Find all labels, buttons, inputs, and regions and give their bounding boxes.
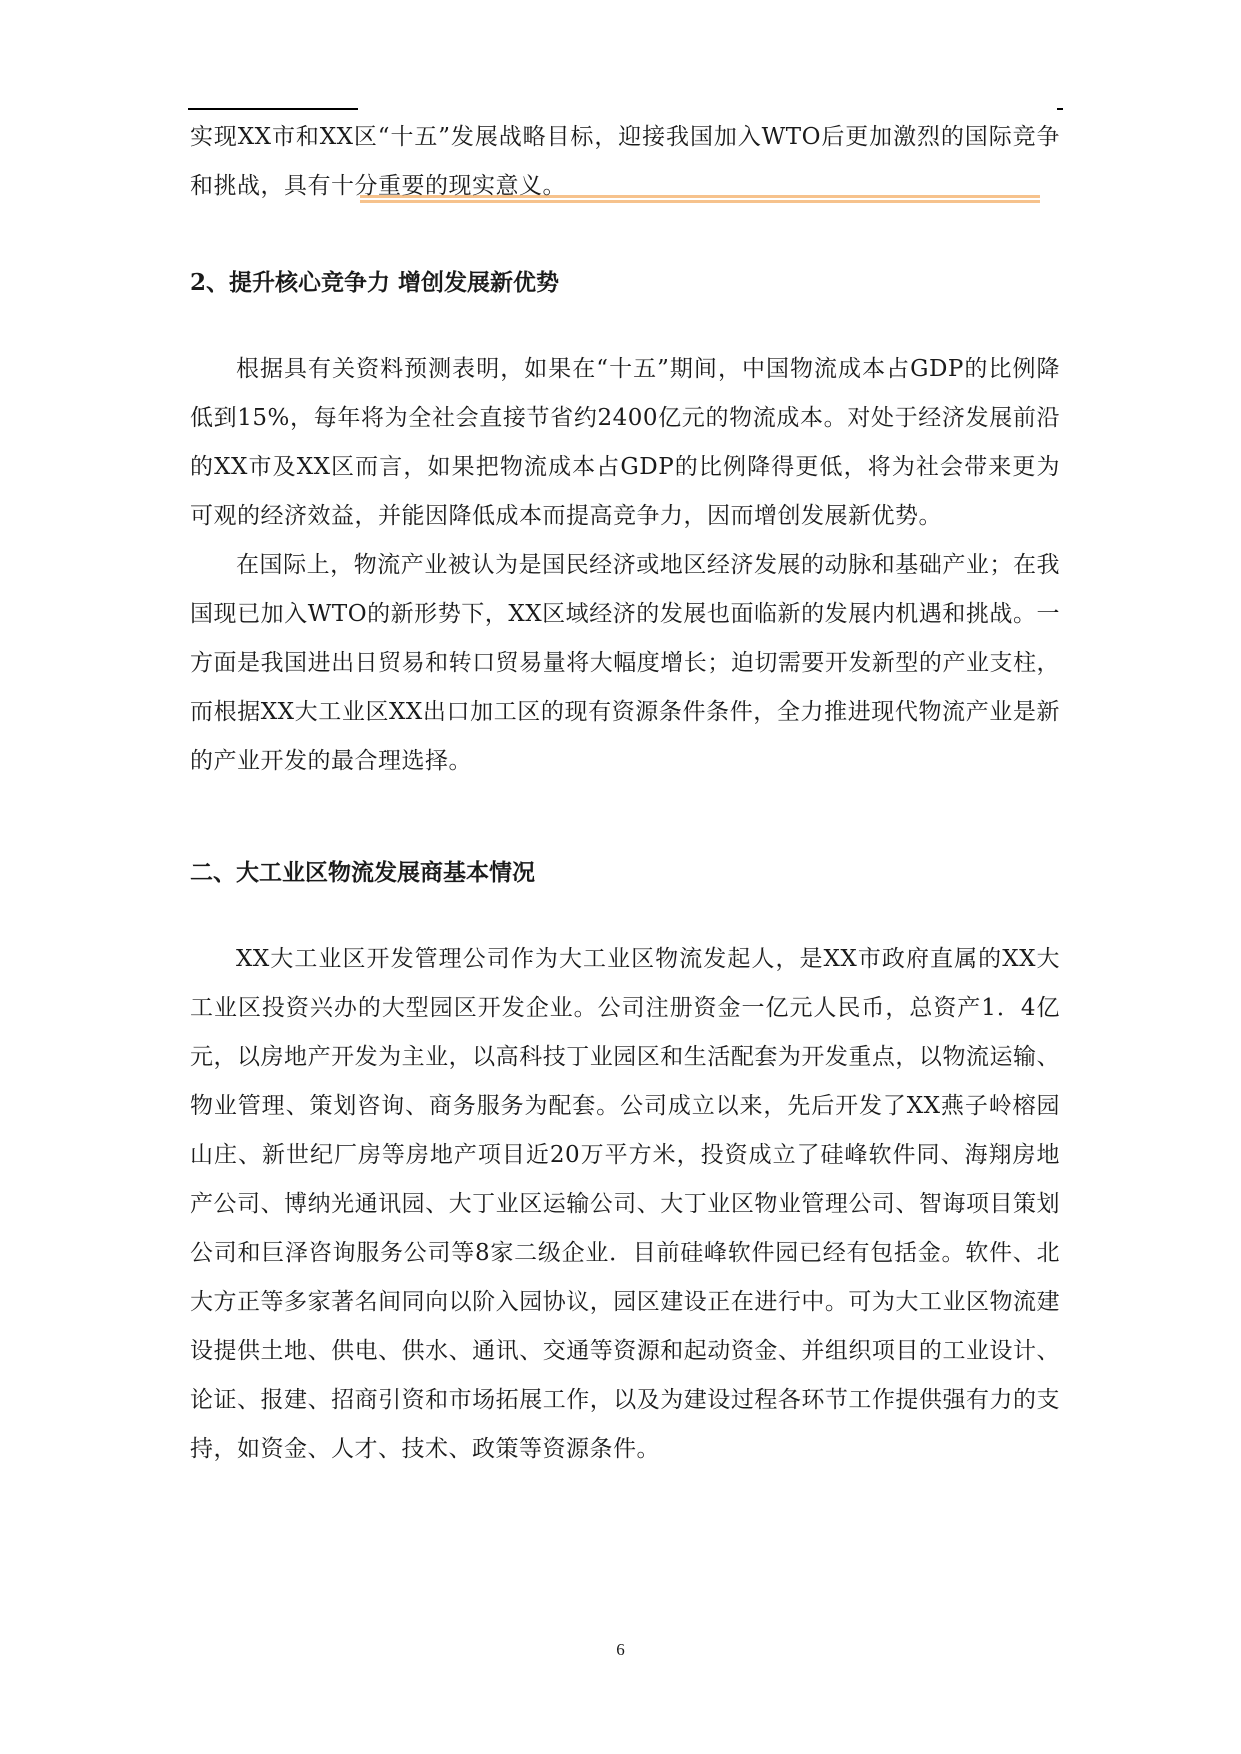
part-heading: 二、大工业区物流发展商基本情况 [190,859,535,886]
page-body [190,113,1060,1474]
body-paragraph: 在国际上，物流产业被认为是国民经济或地区经济发展的动脉和基础产业；在我国现已加入WTO的新形势下，XX区域经济的发展也面临新的发展内机遇和挑战。一方面是我国进出日贸易和转口贸易量将大幅度增长；迫切需要开发新型的产业支柱，而根据XX大工业区XX出口加工区的现有资源条件条件，全力推进现代物流产业是新的产业开发的最合理选择。 [190,552,1060,774]
continuation-paragraph: 实现XX市和XX区“十五”发展战略目标，迎接我国加入WTO后更加激烈的国际竞争和挑战，具有十分重要的现实意义。 [190,124,1060,199]
body-paragraph: 根据具有关资料预测表明，如果在“十五”期间，中国物流成本占GDP的比例降低到15%，每年将为全社会直接节省约2400亿元的物流成本。对处于经济发展前沿的XX市及XX区而言，如果把物流成本占GDP的比例降得更低，将为社会带来更为可观的经济效益，并能因降低成本而提高竞争力，因而增创发展新优势。 [190,356,1060,529]
header-rule [188,108,358,110]
header-rule-right [1057,108,1063,110]
body-paragraph: XX大工业区开发管理公司作为大工业区物流发起人，是XX市政府直属的XX大工业区投资兴办的大型园区开发企业。公司注册资金一亿元人民币，总资产1．4亿元，以房地产开发为主业，以高科技丁业园区和生活配套为开发重点，以物流运输、物业管理、策划咨询、商务服务为配套。公司成立以来，先后开发了XX燕子岭榕园山庄、新世纪厂房等房地产项目近20万平方米，投资成立了硅峰软件同、海翔房地产公司、博纳光通讯园、大丁业区运输公司、大丁业区物业管理公司、智诲项目策划公司和巨泽咨询服务公司等8家二级企业．目前硅峰软件园已经有包括金。软件、北大方正等多家著名间同向以阶入园协议，园区建设正在进行中。可为大工业区物流建设提供土地、供电、供水、通讯、交通等资源和起动资金、并组织项目的工业设计、论证、报建、招商引资和市场拓展工作，以及为建设过程各环节工作提供强有力的支持，如资金、人才、技术、政策等资源条件。 [190,946,1060,1462]
section-heading: 2、提升核心竞争力 增创发展新优势 [190,269,560,296]
page-number: 6 [616,1640,625,1659]
